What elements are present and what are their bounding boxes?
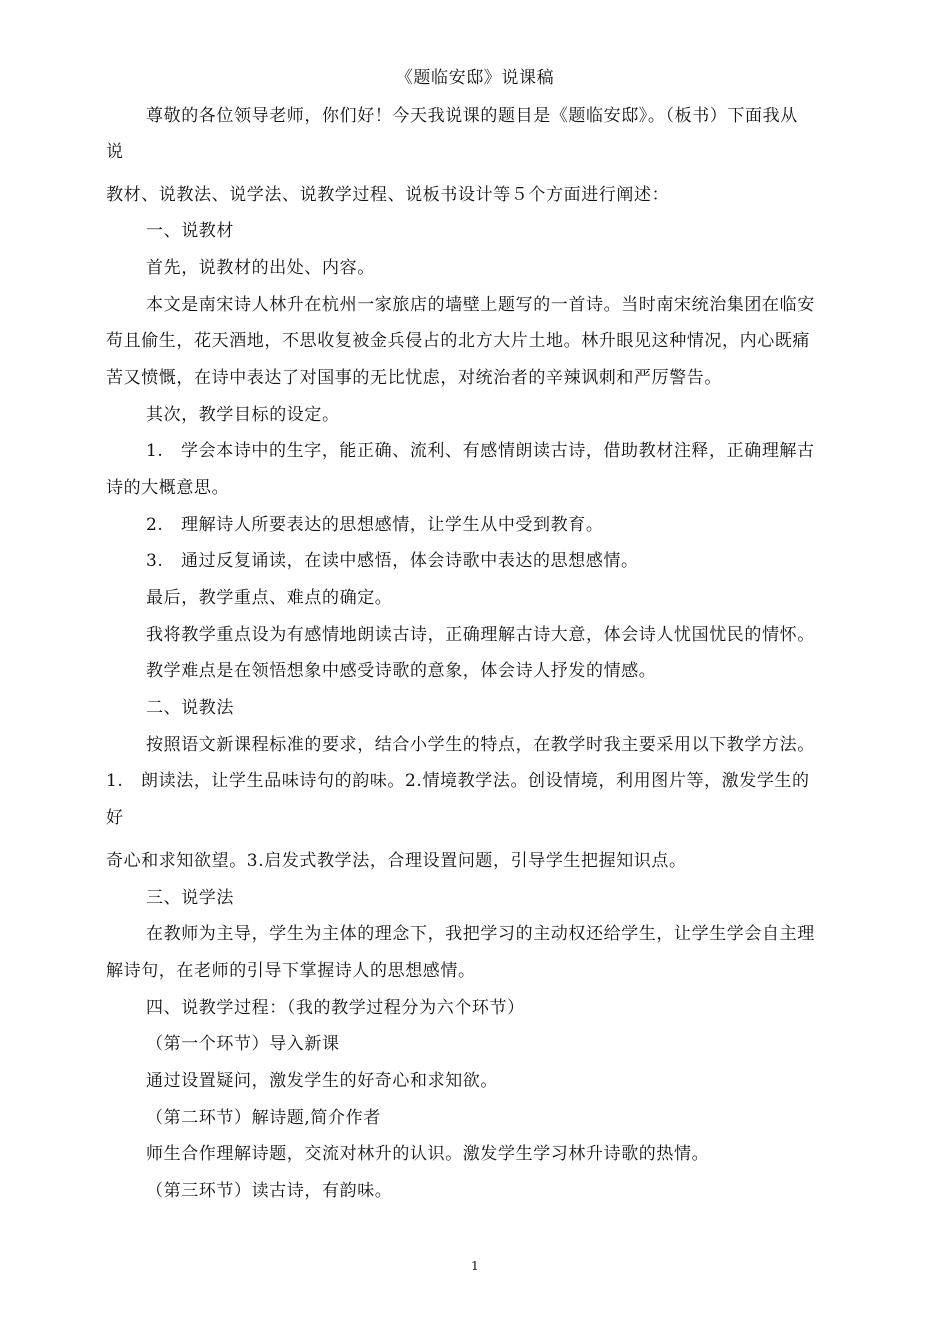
paragraph-line: 苟且偷生，花天酒地，不思收复被金兵侵占的北方大片土地。林升眼见这种情况，内心既痛 — [106, 331, 810, 351]
section-heading: 三、说学法 — [146, 888, 234, 908]
paragraph-line: 奇心和求知欲望。3.启发式教学法，合理设置问题，引导学生把握知识点。 — [106, 851, 687, 871]
section-heading: 一、说教材 — [146, 221, 234, 241]
paragraph-line: 在教师为主导，学生为主体的理念下，我把学习的主动权还给学生，让学生学会自主理 — [146, 924, 815, 944]
paragraph-line: （第三环节）读古诗，有韵味。 — [146, 1181, 393, 1201]
paragraph-line: 教学难点是在领悟想象中感受诗歌的意象，体会诗人抒发的情感。 — [146, 661, 657, 681]
paragraph-line: （第二环节）解诗题,简介作者 — [146, 1108, 381, 1128]
paragraph-line: 我将教学重点设为有感情地朗读古诗，正确理解古诗大意，体会诗人忧国忧民的情怀。 — [146, 625, 815, 645]
paragraph-line: 最后，教学重点、难点的确定。 — [146, 588, 393, 608]
paragraph-line: 3. 通过反复诵读，在读中感悟，体会诗歌中表达的思想感情。 — [146, 551, 639, 571]
section-heading: 四、说教学过程：（我的教学过程分为六个环节） — [146, 998, 525, 1018]
paragraph-line: 苦又愤慨，在诗中表达了对国事的无比忧虑，对统治者的辛辣讽刺和严厉警告。 — [106, 368, 722, 388]
paragraph-line: 好 — [106, 808, 124, 828]
paragraph-line: 解诗句，在老师的引导下掌握诗人的思想感情。 — [106, 961, 476, 981]
section-heading: 二、说教法 — [146, 698, 234, 718]
paragraph-line: 通过设置疑问，激发学生的好奇心和求知欲。 — [146, 1071, 498, 1091]
paragraph-line: 其次，教学目标的设定。 — [146, 405, 340, 425]
page-number: 1 — [471, 1259, 479, 1273]
paragraph-line: 师生合作理解诗题，交流对林升的认识。激发学生学习林升诗歌的热情。 — [146, 1144, 710, 1164]
paragraph-line: 说 — [106, 142, 124, 162]
paragraph-line: 1. 朗读法，让学生品味诗句的韵味。2.情境教学法。创设情境，利用图片等，激发学生的 — [106, 771, 810, 791]
paragraph-line: 本文是南宋诗人林升在杭州一家旅店的墙壁上题写的一首诗。当时南宋统治集团在临安 — [146, 295, 815, 315]
document-title: 《题临安邸》说课稿 — [395, 68, 555, 88]
paragraph-line: （第一个环节）导入新课 — [146, 1034, 340, 1054]
paragraph-line: 2. 理解诗人所要表达的思想感情，让学生从中受到教育。 — [146, 515, 604, 535]
paragraph-line: 尊敬的各位领导老师，你们好！今天我说课的题目是《题临安邸》。（板书）下面我从 — [146, 106, 798, 126]
paragraph-line: 诗的大概意思。 — [106, 478, 230, 498]
paragraph-line: 1. 学会本诗中的生字，能正确、流利、有感情朗读古诗，借助教材注释，正确理解古 — [146, 441, 815, 461]
paragraph-line: 教材、说教法、说学法、说教学过程、说板书设计等５个方面进行阐述： — [106, 185, 670, 205]
paragraph-line: 按照语文新课程标准的要求，结合小学生的特点，在教学时我主要采用以下教学方法。 — [146, 735, 815, 755]
paragraph-line: 首先，说教材的出处、内容。 — [146, 258, 375, 278]
